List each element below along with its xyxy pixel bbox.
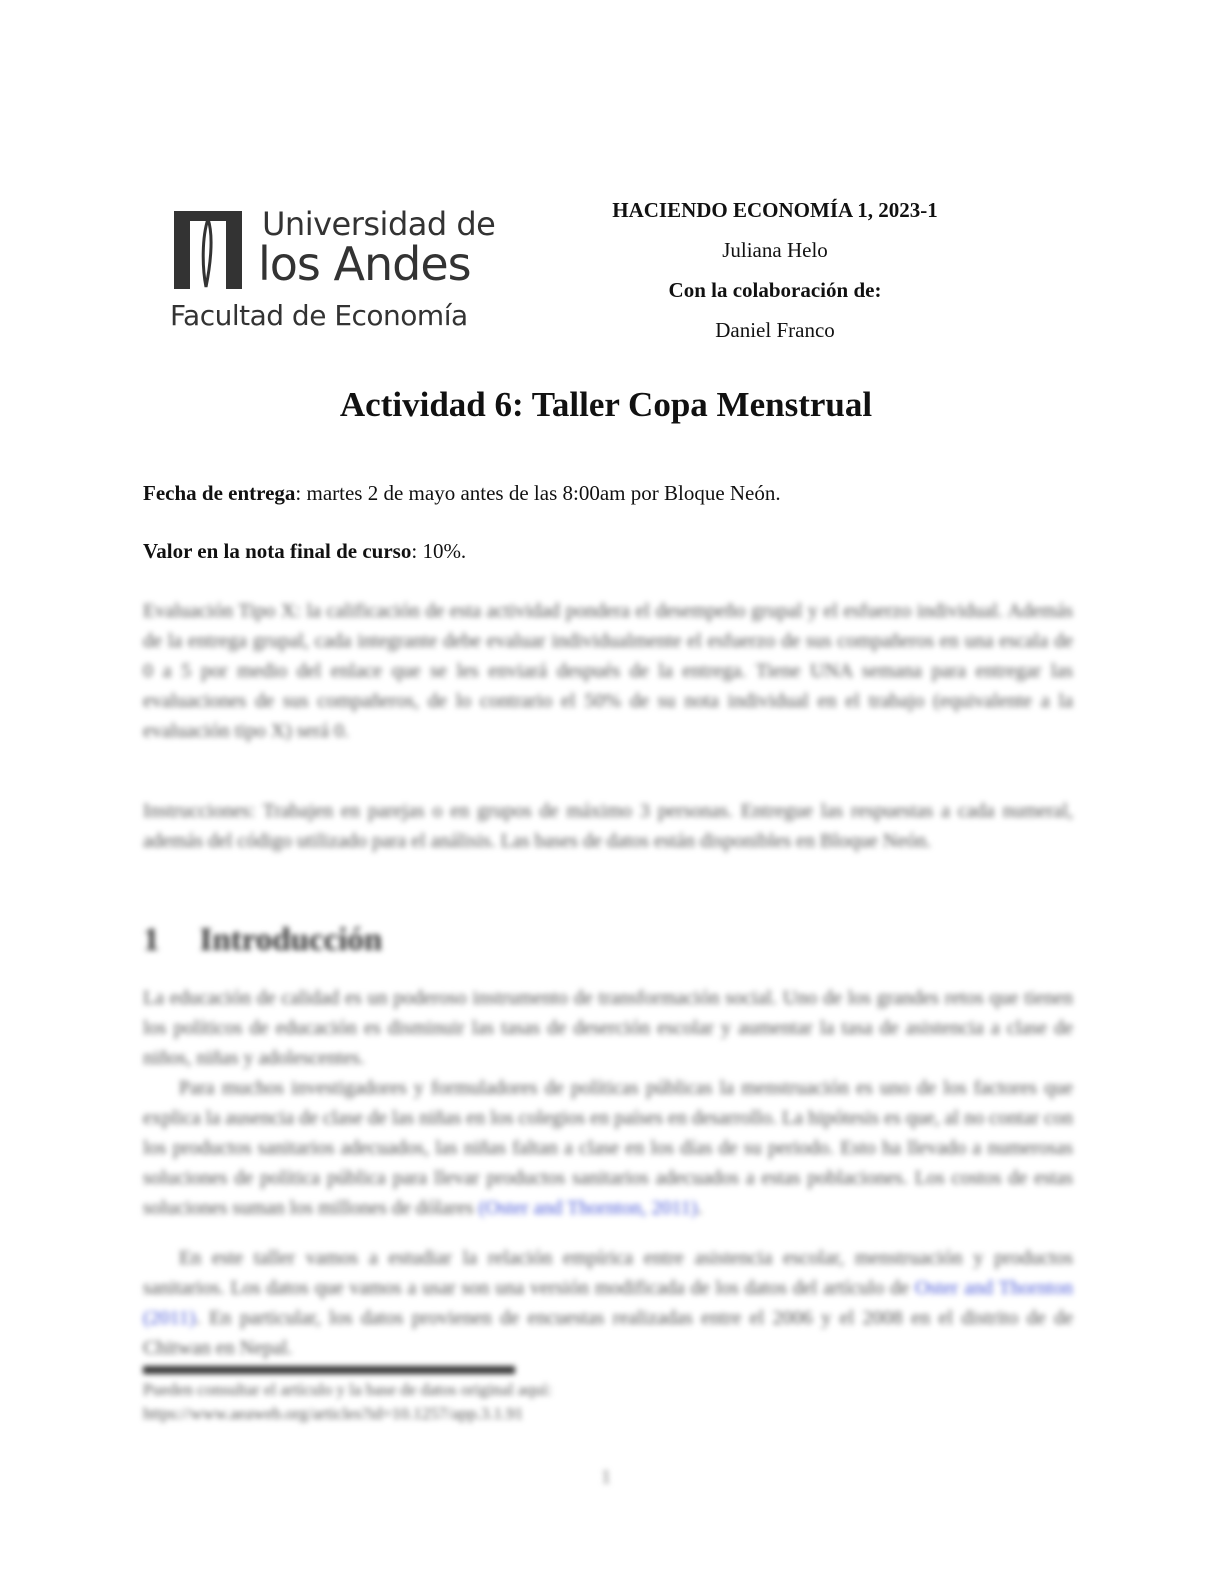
page-number: 1	[601, 1466, 611, 1488]
intro-paragraph-3-text-b: . En particular, los datos provienen de encuestas realizadas entre el 2006 y el 2008 en el distrito de de Chitwan en Nepal.	[143, 1307, 1073, 1359]
section-number: 1	[143, 922, 160, 958]
logo-text-faculty: Facultad de Economía	[170, 299, 468, 332]
intro-paragraph-2: Para muchos investigadores y formuladores de políticas públicas la menstruación es uno de los factores que explica la ausencia de clase de las niñas en los colegios en países en desarrollo. La hipótesis es que, al no contar con los productos sanitarios adecuados, las niñas faltan a clase en los días de su periodo. Esto ha llevado a numerosas soluciones de política pública para llevar productos sanitarios adecuados a estas poblaciones. Los costos de estas soluciones suman los millones de dólares (Oster and Thornton, 2011).	[143, 1077, 1073, 1219]
logo-text-andes: los Andes	[258, 237, 471, 291]
evaluation-paragraph: Evaluación Tipo X: la calificación de esta actividad pondera el desempeño grupal y el esfuerzo individual. Además de la entrega grupal, cada integrante debe evaluar individualmente el esfuerzo de sus compañeros en una escala de 0 a 5 por medio del enlace que se les enviará después de la entrega. Tiene UNA semana para entregar las evaluaciones de sus compañeros, de lo contrario el 50% de su nota individual en el trabajo (equivalente a la evaluación tipo X) será 0.	[143, 600, 1073, 742]
footnote-rule	[143, 1366, 515, 1374]
course-header	[530, 190, 1020, 350]
section-title: Introducción	[199, 922, 383, 958]
intro-paragraph-3	[143, 1243, 1073, 1363]
citation-link[interactable]: Oster and Thornton (2011)	[143, 1277, 1073, 1329]
instructions-paragraph: Instrucciones: Trabajen en parejas o en grupos de máximo 3 personas. Entregue las respuestas a cada numeral, además del código utilizado para el análisis. Las bases de datos están disponibles en Bloque Neón.	[143, 800, 1073, 852]
author-name: Juliana Helo	[722, 238, 828, 262]
due-date-line	[143, 481, 1083, 506]
university-logo	[168, 205, 498, 335]
logo-text-university: Universidad de	[262, 205, 496, 243]
grade-weight-text: : 10%.	[411, 539, 467, 563]
footnote-url[interactable]: https://www.aeaweb.org/articles?id=10.1257/app.3.1.91	[143, 1404, 524, 1423]
due-date-label: Fecha de entrega	[143, 481, 296, 505]
grade-weight-label: Valor en la nota final de curso	[143, 539, 412, 563]
grade-weight-line	[143, 539, 1083, 564]
due-date-text: : martes 2 de mayo antes de las 8:00am por Bloque Neón.	[295, 481, 781, 505]
section-heading	[143, 922, 422, 959]
intro-paragraph-3-text-a: En este taller vamos a estudiar la relación empírica entre asistencia escolar, menstruación y productos sanitarios. Los datos que vamos a usar son una versión modificada de los datos del artículo de	[143, 1247, 1073, 1299]
collaboration-label: Con la colaboración de:	[668, 278, 882, 302]
document-title: Actividad 6: Taller Copa Menstrual	[339, 385, 873, 424]
footnote-text: Pueden consultar el artículo y la base de datos original aquí:	[143, 1380, 552, 1399]
footnote	[143, 1378, 1073, 1426]
collaborator-name: Daniel Franco	[715, 318, 835, 342]
course-name: HACIENDO ECONOMÍA 1, 2023-1	[612, 198, 938, 222]
university-shield-icon	[168, 207, 248, 293]
intro-paragraph-1: La educación de calidad es un poderoso instrumento de transformación social. Uno de los grandes retos que tienen los políticos de educación es disminuir las tasas de deserción escolar y aumentar la tasa de asistencia a clase de niños, niñas y adolescentes.	[143, 987, 1073, 1069]
intro-paragraph-2-text: Para muchos investigadores y formuladores de políticas públicas la menstruación es uno de los factores que explica la ausencia de clase de las niñas en los colegios en países en desarrollo. La hipótesis es que, al no contar con los productos sanitarios adecuados, las niñas faltan a clase en los días de su periodo. Esto ha llevado a numerosas soluciones de política pública para llevar productos sanitarios adecuados a estas poblaciones. Los costos de estas soluciones suman los millones de dólares	[143, 1077, 1073, 1219]
citation-link[interactable]: (Oster and Thornton, 2011)	[478, 1197, 698, 1219]
